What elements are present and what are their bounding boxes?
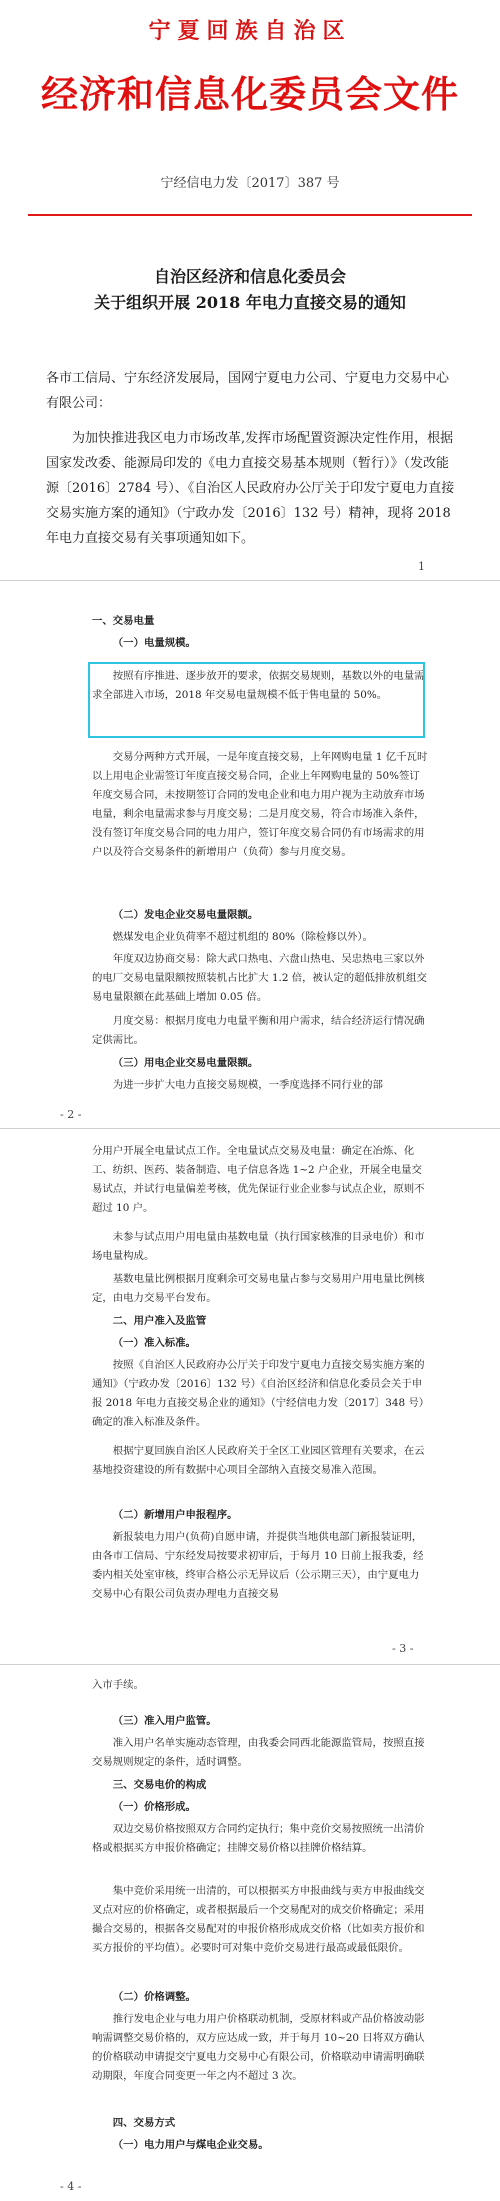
paragraph-price-linkage: 推行发电企业与电力用户价格联动机制，受原材料或产品价格波动影响需调整交易价格的，双方应达成一致，并于每月 10~20 日将双方确认的价格联动申请提交宁夏电力交易中心有限公司，价格联动申请需明确联动期限，年度合同变更一年之内不超过 3 次。 (92, 2013, 425, 2082)
paragraph-non-pilot-users: 未参与试点用户用电量由基数电量（执行国家核准的目录电价）和市场电量构成。 (92, 1231, 425, 1262)
subheading-consumer-limit: （三）用电企业交易电量限额。 (112, 1057, 259, 1069)
subheading-new-user-procedure: （二）新增用户申报程序。 (112, 1509, 238, 1521)
page-break-2 (0, 1128, 500, 1129)
subheading-price-formation: （一）价格形成。 (112, 1801, 196, 1813)
paragraph-base-volume-ratio: 基数电量比例根据月度剩余可交易电量占参与交易用户用电量比例核定，由电力交易平台发布。 (92, 1273, 425, 1304)
paragraph-market-entry: 入市手续。 (92, 1679, 144, 1691)
subheading-generator-limit: （二）发电企业交易电量限额。 (112, 909, 259, 921)
section-heading-trading-methods: 四、交易方式 (112, 2117, 176, 2129)
recipients-paragraph: 各市工信局、宁东经济发展局，国网宁夏电力公司、宁夏电力交易中心有限公司： (46, 371, 450, 411)
intro-paragraph: 为加快推进我区电力市场改革,发挥市场配置资源决定性作用，根据国家发改委、能源局印发的《电力直接交易基本规则（暂行）》（发改能源〔2016〕2784 号）、《自治区人民政府办公厅关于印发宁夏电力直接交易实施方案的通知》（宁政办发〔2016〕132 号）精神，现将 2018 年电力直接交易有关事项通知如下。 (46, 431, 455, 546)
paragraph-full-volume-pilot: 分用户开展全电量试点工作。全电量试点交易及电量：确定在冶炼、化工、纺织、医药、装备制造、电子信息各选 1~2 户企业，开展全电量交易试点，并试行电量偏差考核，优先保证行业企业参与试点企业，原则不超过 10 户。 (92, 1145, 425, 1214)
paragraph-trading-methods: 交易分两种方式开展，一是年度直接交易，上年网购电量 1 亿千瓦时以上用电企业需签订年度直接交易合同，企业上年网购电量的 50%签订年度交易合同，未按期签订合同的发电企业和电力用户视为主动放弃市场电量，剩余电量需求参与月度交易；二是月度交易，符合市场准入条件，没有签订年度交易合同的电力用户，签订年度交易合同仍有市场需求的用户以及符合交易条件的新增用户（负荷）参与月度交易。 (92, 751, 428, 858)
page-break-3 (0, 1664, 500, 1665)
page-number-2: - 2 - (60, 1108, 82, 1121)
subheading-user-supervision: （三）准入用户监管。 (112, 1715, 217, 1727)
paragraph-coal-load-rate: 燃煤发电企业负荷率不超过机组的 80%（除检修以外）。 (112, 931, 373, 943)
page-number-4: - 4 - (60, 2180, 82, 2193)
issuing-agency-document-title: 经济和信息化委员会文件 (41, 72, 459, 116)
subheading-volume-scale: （一）电量规模。 (112, 637, 196, 649)
paragraph-new-user-procedure: 新报装电力用户(负荷)自愿申请，并提供当地供电部门新报装证明，由各市工信局、宁东经发局按要求初审后，于每月 10 日前上报我委，经委内相关处室审核，终审合格公示无异议后（公示期三天），由宁夏电力交易中心有限公司负责办理电力直接交易 (92, 1531, 424, 1600)
paragraph-volume-scale: 按照有序推进、逐步放开的要求，依据交易规则，基数以外的电量需求全部进入市场，2018 年交易电量规模不低于售电量的 50%。 (92, 670, 425, 701)
paragraph-access-standards: 按照《自治区人民政府办公厅关于印发宁夏电力直接交易实施方案的通知》（宁政办发〔2016〕132 号）《自治区经济和信息化委员会关于申报 2018 年电力直接交易企业的通知》（宁经信电力发〔2017〕348 号）确定的准入标准及条件。 (92, 1359, 425, 1428)
page-number-3: - 3 - (392, 1642, 414, 1655)
document-number: 宁经信电力发〔2017〕387 号 (160, 176, 340, 191)
subheading-user-coal-trading: （一）电力用户与煤电企业交易。 (112, 2139, 269, 2151)
page-number-1: 1 (418, 560, 425, 573)
section-heading-user-access: 二、用户准入及监管 (112, 1315, 207, 1327)
paragraph-expand-scale: 为进一步扩大电力直接交易规模，一季度选择不同行业的部 (112, 1079, 383, 1091)
highlight-box (88, 662, 425, 738)
issuing-region-title: 宁夏回族自治区 (148, 18, 352, 44)
paragraph-price-formation: 双边交易价格按照双方合同约定执行；集中竞价交易按照统一出清价格或根据买方申报价格确定；挂牌交易价格以挂牌价格结算。 (92, 1823, 425, 1854)
notice-title-line-2: 关于组织开展 2018 年电力直接交易的通知 (94, 293, 406, 312)
red-separator-line (28, 214, 472, 216)
page-break-1 (0, 580, 500, 581)
section-heading-trading-volume: 一、交易电量 (92, 615, 155, 627)
paragraph-centralized-bidding: 集中竞价采用统一出清的，可以根据买方申报曲线与卖方申报曲线交叉点对应的价格确定，或者根据最后一个交易配对的成交价格确定；采用撮合交易的，根据各交易配对的申报价格形成成交价格（比如卖方报价和买方报价的平均值）。必要时可对集中竞价交易进行最高或最低限价。 (92, 1885, 425, 1954)
subheading-access-standards: （一）准入标准。 (112, 1337, 196, 1349)
paragraph-monthly-trading: 月度交易：根据月度电力电量平衡和用户需求，结合经济运行情况确定供需比。 (92, 1015, 425, 1046)
paragraph-annual-bilateral: 年度双边协商交易：除大武口热电、六盘山热电、吴忠热电三家以外的电厂交易电量限额按照装机占比扩大 1.2 倍，被认定的超低排放机组交易电量限额在此基础上增加 0.05 倍。 (92, 953, 427, 1003)
section-heading-price-composition: 三、交易电价的构成 (112, 1779, 207, 1791)
notice-title-line-1: 自治区经济和信息化委员会 (153, 267, 346, 286)
paragraph-data-centers: 根据宁夏回族自治区人民政府关于全区工业园区管理有关要求，在云基地投资建设的所有数据中心项目全部纳入直接交易准入范围。 (92, 1445, 425, 1476)
subheading-price-adjustment: （二）价格调整。 (112, 1991, 196, 2003)
paragraph-dynamic-management: 准入用户名单实施动态管理，由我委会同西北能源监管局，按照直接交易规则规定的条件，适时调整。 (92, 1737, 425, 1768)
